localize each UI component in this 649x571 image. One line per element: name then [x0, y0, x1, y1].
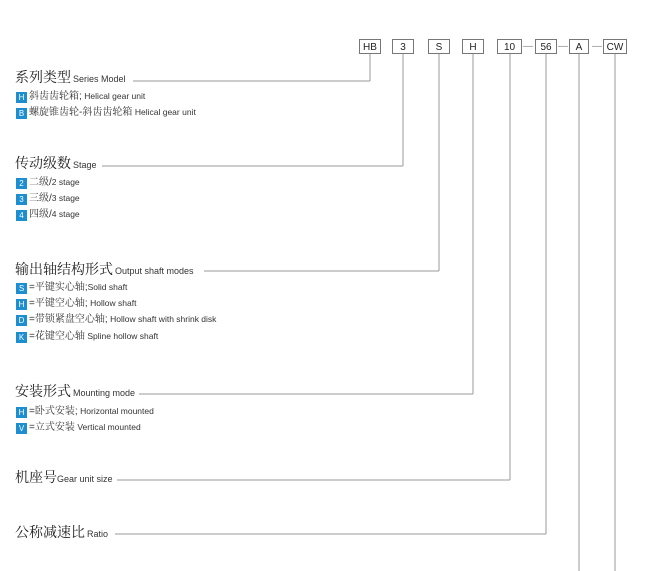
option-item [16, 192, 80, 205]
option-code-badge: D [16, 315, 27, 326]
ratio-title-cn: 公称减速比 [15, 524, 85, 540]
code-box-cw: CW [603, 39, 627, 54]
stage-title-en: Stage [73, 160, 97, 170]
option-label-cn: 斜齿齿轮箱; [29, 91, 82, 102]
option-item [16, 106, 196, 119]
option-label-en: Hollow shaft with shrink disk [110, 314, 217, 324]
stage-heading [15, 155, 97, 173]
code-box-output: S [428, 39, 450, 54]
option-label-en: Spline hollow shaft [87, 331, 159, 341]
option-item [16, 421, 141, 434]
option-code-badge: H [16, 92, 27, 103]
mounting-mode-title-en: Mounting mode [73, 388, 136, 398]
option-label-cn: 三级/ [29, 193, 52, 204]
option-label-cn: =平键实心轴; [29, 282, 88, 293]
option-label-en: Hollow shaft [90, 298, 137, 308]
option-code-badge: S [16, 283, 27, 294]
mounting-mode-title-cn: 安装形式 [15, 383, 71, 399]
option-code-badge: 4 [16, 210, 27, 221]
option-code-badge: 2 [16, 178, 27, 189]
option-label-cn: =花键空心轴 [29, 331, 85, 342]
option-item [16, 281, 127, 294]
code-box-series: HB [359, 39, 381, 54]
option-label-en: Horizontal mounted [80, 406, 154, 416]
series-model-heading [15, 69, 126, 87]
gear-unit-size-title-cn: 机座号 [15, 469, 57, 485]
ratio-title-en: Ratio [87, 529, 109, 539]
option-item [16, 208, 80, 221]
series-model-title-en: Series Model [73, 74, 126, 84]
code-box-stage: 3 [392, 39, 414, 54]
option-code-badge: 3 [16, 194, 27, 205]
option-item [16, 297, 136, 310]
option-label-en: Vertical mounted [77, 422, 141, 432]
output-shaft-title-cn: 输出轴结构形式 [15, 261, 113, 277]
code-box-size: 10 [497, 39, 522, 54]
option-label-en: Helical gear unit [134, 107, 196, 117]
option-code-badge: H [16, 407, 27, 418]
option-code-badge: H [16, 299, 27, 310]
option-label-cn: 螺旋锥齿轮-斜齿齿轮箱 [29, 107, 133, 118]
option-label-en: 4 stage [51, 209, 80, 219]
stage-title-cn: 传动级数 [15, 155, 71, 171]
option-item [16, 313, 216, 326]
option-code-badge: V [16, 423, 27, 434]
option-label-cn: =带锁紧盘空心轴; [29, 314, 108, 325]
option-label-cn: =卧式安装; [29, 406, 78, 417]
option-label-cn: =立式安装 [29, 422, 75, 433]
separator-dash: — [592, 41, 602, 52]
option-code-badge: B [16, 108, 27, 119]
series-model-title-cn: 系列类型 [15, 69, 71, 85]
ratio-heading [15, 524, 108, 542]
option-item [16, 330, 158, 343]
option-code-badge: K [16, 332, 27, 343]
option-label-cn: 二级/ [29, 177, 52, 188]
separator-dash: — [558, 41, 568, 52]
gear-unit-size-title-en: Gear unit size [57, 474, 113, 484]
code-box-a: A [569, 39, 589, 54]
gear-unit-size-heading [15, 469, 113, 487]
option-label-en: Helical gear unit [84, 91, 146, 101]
option-item [16, 90, 145, 103]
mounting-mode-heading [15, 383, 135, 401]
code-box-mounting: H [462, 39, 484, 54]
option-label-cn: =平键空心轴; [29, 298, 88, 309]
separator-dash: — [523, 41, 533, 52]
option-item [16, 405, 154, 418]
option-label-cn: 四级/ [29, 209, 52, 220]
option-label-en: 3 stage [51, 193, 80, 203]
option-item [16, 176, 80, 189]
option-label-en: 2 stage [51, 177, 80, 187]
output-shaft-heading [15, 261, 194, 279]
code-box-ratio: 56 [535, 39, 557, 54]
option-label-en: Solid shaft [87, 282, 128, 292]
output-shaft-title-en: Output shaft modes [115, 266, 194, 276]
